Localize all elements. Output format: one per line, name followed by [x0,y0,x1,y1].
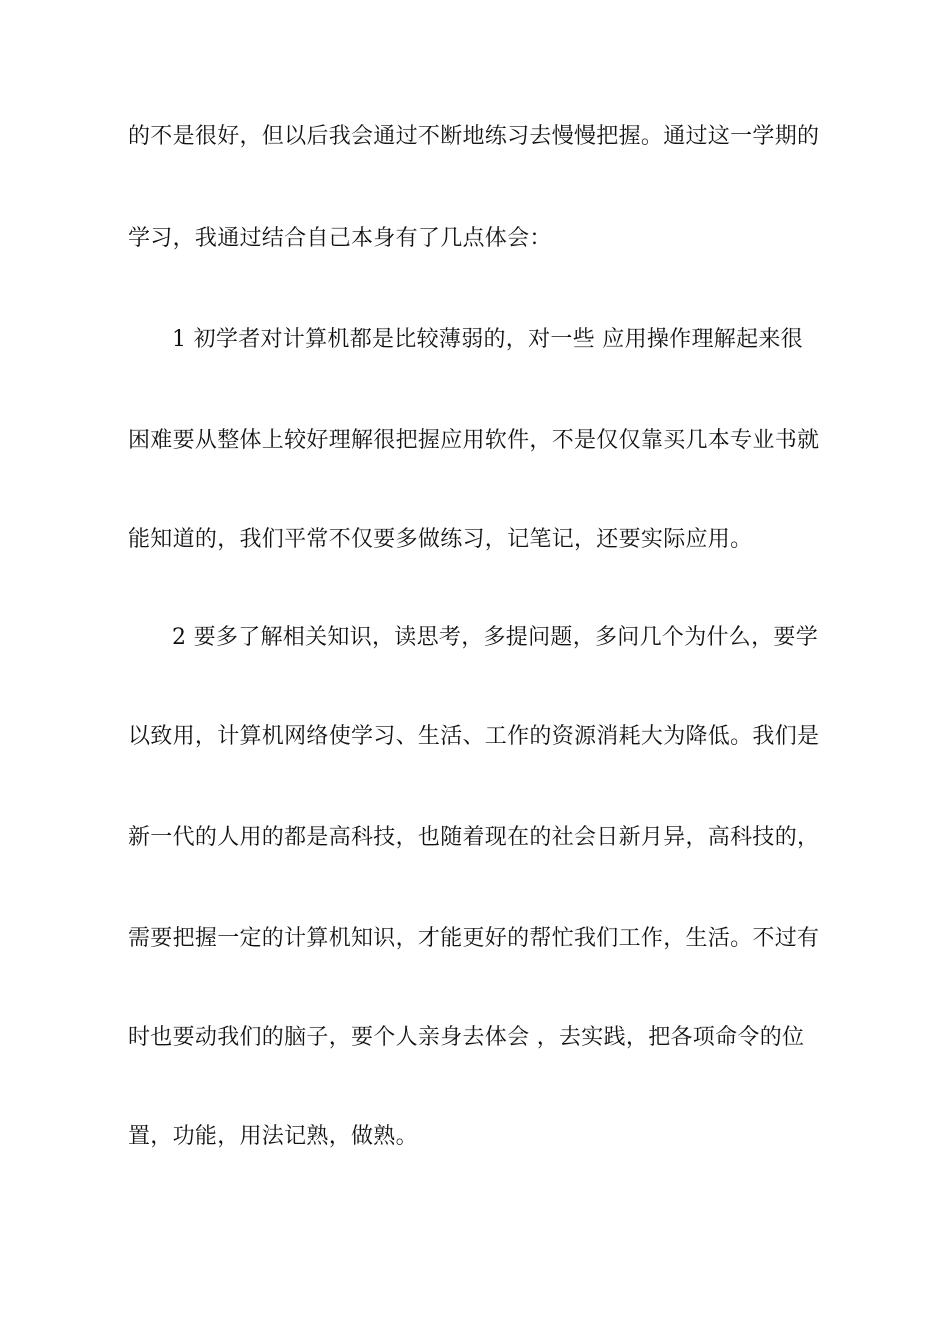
paragraph-line: 需要把握一定的计算机知识，才能更好的帮忙我们工作，生活。不过有 [128,926,820,951]
paragraph-line: 以致用，计算机网络使学习、生活、工作的资源消耗大为降低。我们是 [128,724,820,749]
paragraph-line: 置，功能，用法记熟，做熟。 [128,1124,418,1149]
paragraph-line: 困难要从整体上较好理解很把握应用软件，不是仅仅靠买几本专业书就 [128,428,820,453]
paragraph-line: 新一代的人用的都是高科技，也随着现在的社会日新月异，高科技的， [128,825,820,850]
paragraph-line: 学习，我通过结合自己本身有了几点体会： [128,226,552,251]
point-2-line: 2 要多了解相关知识，读思考，多提问题，多问几个为什么，要学 [172,625,818,650]
paragraph-line: 能知道的，我们平常不仅要多做练习，记笔记，还要实际应用。 [128,527,753,552]
paragraph-line: 的不是很好，但以后我会通过不断地练习去慢慢把握。通过这一学期的 [128,124,820,149]
paragraph-line: 时也要动我们的脑子，要个人亲身去体会 ，去实践，把各项命令的位 [128,1025,805,1050]
point-1-line: 1 初学者对计算机都是比较薄弱的，对一些 应用操作理解起来很 [172,327,803,352]
